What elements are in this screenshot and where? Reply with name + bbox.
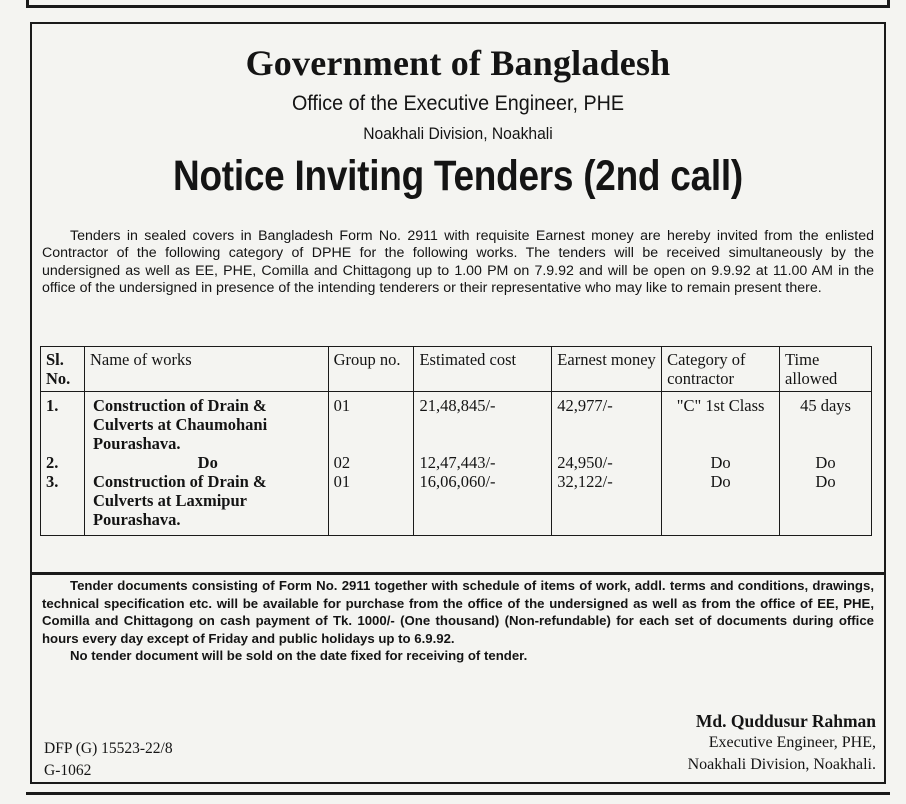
previous-ad-border [26,0,890,8]
office-heading: Office of the Executive Engineer, PHE [291,92,625,115]
header-time: Time allowed [780,347,872,392]
row-group: 02 [328,453,414,472]
header-category: Category of contractor [662,347,780,392]
row-category: "C" 1st Class [662,392,780,454]
row-earnest: 32,122/- [552,472,662,536]
header-name: Name of works [84,347,328,392]
row-group: 01 [328,472,414,536]
next-ad-border [26,792,890,804]
government-heading: Government of Bangladesh [245,43,671,83]
row-sl: 3. [41,472,85,536]
table-row [41,472,872,536]
documents-note: No tender document will be sold on the date fixed for receiving of tender. [70,648,528,664]
row-sl: 2. [41,453,85,472]
row-time: 45 days [780,392,872,454]
signatory-office: Noakhali Division, Noakhali. [687,756,876,773]
row-work-name: Construction of Drain & Culverts at Chaumohani Pourashava. [84,392,328,454]
reference-numbers [44,738,173,782]
division-heading: Noakhali Division, Noakhali [363,124,553,143]
signature-block [688,710,876,776]
row-cost: 16,06,060/- [414,472,552,536]
signatory-name: Md. Quddusur Rahman [695,711,876,731]
g-number: G-1062 [44,762,92,779]
table-header-row [41,347,872,392]
works-table [40,346,872,536]
documents-paragraph [42,577,874,665]
header-cost: Estimated cost [414,347,552,392]
intro-paragraph: Tenders in sealed covers in Bangladesh Form No. 2911 with requisite Earnest money are hereby invited from the enlisted Contractor of the following category of DPHE for the following works. The tenders will be received simultaneously by the undersigned as well as EE, PHE, Comilla and Chittagong up to 1.00 PM on 7.9.92 and will be open on 9.9.92 at 11.00 AM in the office of the undersigned in presence of the intending tenderers or their representative who may like to remain present there. [42,228,874,297]
dfp-number: DFP (G) 15523-22/8 [44,740,173,757]
table-row [41,453,872,472]
row-group: 01 [328,392,414,454]
header-earnest: Earnest money [552,347,662,392]
row-earnest: 24,950/- [552,453,662,472]
row-work-name: Do [84,453,328,472]
signatory-title: Executive Engineer, PHE, [708,734,876,751]
row-time: Do [780,453,872,472]
header-group: Group no. [328,347,414,392]
row-time: Do [780,472,872,536]
header-sl: Sl. No. [41,347,85,392]
row-earnest: 42,977/- [552,392,662,454]
row-cost: 12,47,443/- [414,453,552,472]
documents-text: Tender documents consisting of Form No. 2911 together with schedule of items of work, addl. terms and conditions, drawings, technical specification etc. will be available for purchase from the office of the undersigned as well as from the office of EE, PHE, Comilla and Chittagong on cash payment of Tk. 1000/- (One thousand) (Non-refundable) for each set of documents during office hours every day except of Friday and public holidays up to 6.9.92. [42,578,874,646]
notice-title: Notice Inviting Tenders (2nd call) [173,152,743,200]
row-work-name: Construction of Drain & Culverts at Laxmipur Pourashava. [84,472,328,536]
row-cost: 21,48,845/- [414,392,552,454]
row-category: Do [662,453,780,472]
table-row [41,392,872,454]
row-sl: 1. [41,392,85,454]
tender-notice [30,22,886,784]
section-divider [32,572,884,575]
row-category: Do [662,472,780,536]
